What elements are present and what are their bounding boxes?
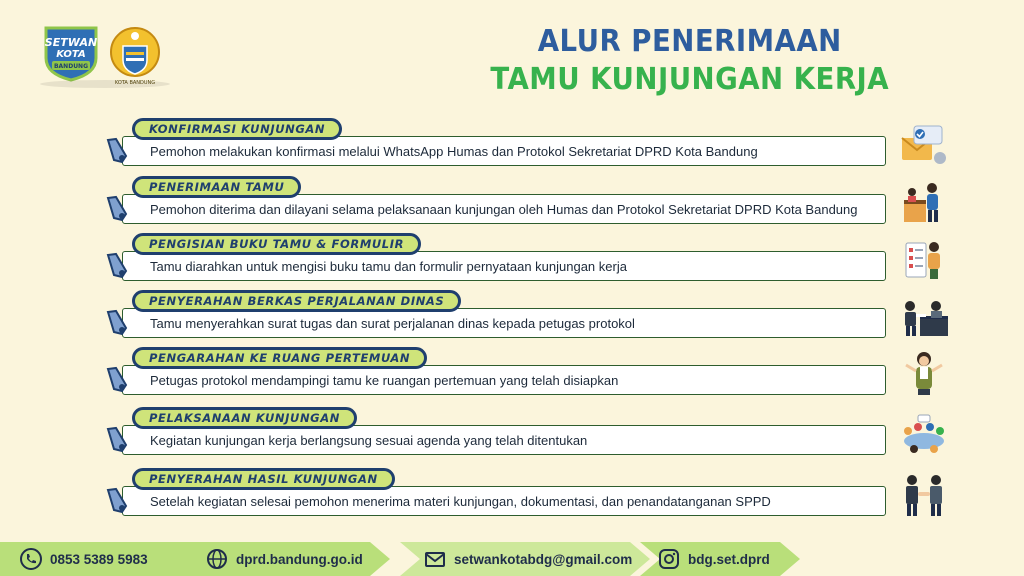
pin-icon <box>104 425 132 455</box>
step-7 <box>0 468 1024 520</box>
setwan-logo-text-3: BANDUNG <box>53 63 89 70</box>
handshake-icon <box>898 470 950 518</box>
step-4-description: Tamu menyerahkan surat tugas dan surat perjalanan dinas kepada petugas protokol <box>150 316 635 331</box>
step-4-label: PENYERAHAN BERKAS PERJALANAN DINAS <box>132 290 461 312</box>
step-3-label: PENGISIAN BUKU TAMU & FORMULIR <box>132 233 421 255</box>
phone-icon <box>20 548 42 570</box>
step-2 <box>0 176 1024 228</box>
title-line-2: TAMU KUNJUNGAN KERJA <box>489 62 889 97</box>
step-6-label: PELAKSANAAN KUNJUNGAN <box>132 407 357 429</box>
phone-number: 0853 5389 5983 <box>50 551 148 567</box>
title-line-1: ALUR PENERIMAAN <box>537 24 842 59</box>
confirmation-icon <box>898 120 950 168</box>
contact-footer <box>0 542 1024 576</box>
handover-icon <box>898 292 950 340</box>
step-1-description: Pemohon melakukan konfirmasi melalui WhatsApp Humas dan Protokol Sekretariat DPRD Kota Bandung <box>150 144 758 159</box>
step-3 <box>0 233 1024 285</box>
meeting-icon <box>898 409 950 457</box>
step-6 <box>0 407 1024 459</box>
pin-icon <box>104 365 132 395</box>
form-icon <box>898 235 950 283</box>
email-address: setwankotabdg@gmail.com <box>454 551 633 567</box>
step-2-label: PENERIMAAN TAMU <box>132 176 301 198</box>
website-url: dprd.bandung.go.id <box>236 551 363 567</box>
setwan-logo-text-1: SETWAN <box>44 36 98 49</box>
seal-caption: KOTA BANDUNG <box>114 80 156 86</box>
footer-website[interactable] <box>206 548 363 570</box>
footer-email[interactable] <box>424 548 632 570</box>
pin-icon <box>104 308 132 338</box>
pin-icon <box>104 251 132 281</box>
step-6-description: Kegiatan kunjungan kerja berlangsung sesuai agenda yang telah ditentukan <box>150 433 588 448</box>
email-icon <box>424 548 446 570</box>
globe-icon <box>206 548 228 570</box>
pin-icon <box>104 486 132 516</box>
instagram-icon <box>658 548 680 570</box>
step-5-label: PENGARAHAN KE RUANG PERTEMUAN <box>132 347 427 369</box>
step-1 <box>0 118 1024 170</box>
setwan-logo-text-2: KOTA <box>56 49 86 60</box>
step-5 <box>0 347 1024 399</box>
step-7-description: Setelah kegiatan selesai pemohon menerima materi kunjungan, dokumentasi, dan penandatanganan SPPD <box>150 494 771 509</box>
instagram-handle: bdg.set.dprd <box>688 551 770 567</box>
step-7-label: PENYERAHAN HASIL KUNJUNGAN <box>132 468 395 490</box>
pin-icon <box>104 194 132 224</box>
footer-instagram[interactable] <box>658 548 770 570</box>
step-3-description: Tamu diarahkan untuk mengisi buku tamu dan formulir pernyataan kunjungan kerja <box>150 259 627 274</box>
step-5-description: Petugas protokol mendampingi tamu ke ruangan pertemuan yang telah disiapkan <box>150 373 619 388</box>
guide-icon <box>898 349 950 397</box>
step-1-label: KONFIRMASI KUNJUNGAN <box>132 118 342 140</box>
step-2-description: Pemohon diterima dan dilayani selama pelaksanaan kunjungan oleh Humas dan Protokol Sekretariat DPRD Kota Bandung <box>150 202 858 217</box>
reception-icon <box>898 178 950 226</box>
pin-icon <box>104 136 132 166</box>
step-4 <box>0 290 1024 342</box>
footer-phone[interactable] <box>20 548 148 570</box>
